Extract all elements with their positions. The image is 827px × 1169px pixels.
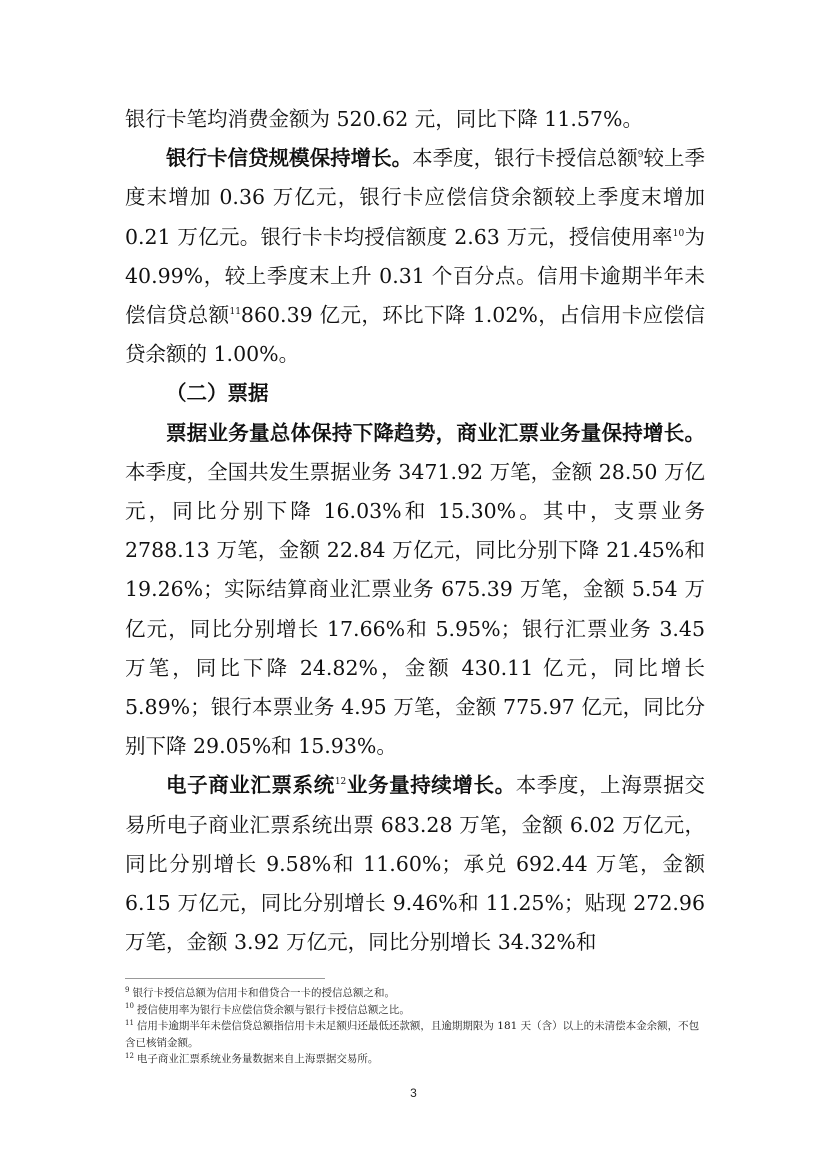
paragraph-card-spending [125,100,705,139]
section-heading-bills: （二）票据 [166,381,269,406]
paragraph-electronic-bills [125,766,705,962]
footnote-item [125,1018,705,1051]
footnote-item [125,1002,705,1019]
footnote-ref-9[interactable]: 9 [637,150,644,161]
paragraph-text: 较上季度末增加 0.36 万亿元，银行卡应偿信贷余额较上季度末增加 0.21 万亿元。银行卡卡均授信额度 2.63 万元，授信使用率 [125,146,706,249]
footnote-ref-12[interactable]: 12 [334,777,347,788]
paragraph-lead: 业务量持续增长。 [346,773,516,798]
paragraph-text: 860.39 亿元，环比下降 1.02%，占信用卡应偿信贷余额的 1.00%。 [125,303,705,367]
footnote-mark: 12 [125,1051,134,1060]
footnote-mark: 10 [125,1002,134,1010]
paragraph-text: 本季度，上海票据交易所电子商业汇票系统出票 683.28 万笔，金额 6.02 万亿元，同比分别增长 9.58%和 11.60%；承兑 692.44 万笔，金额 6.15 万亿元，同比分别增长 9.46%和 11.25%；贴现 272.96 万笔，金额 3.92 万亿元，同比分别增长 34.32%和 [125,773,706,955]
paragraph-bills [125,414,705,767]
paragraph-lead: 电子商业汇票系统 [166,773,335,798]
footnote-text: 信用卡逾期半年未偿信贷总额指信用卡未足额归还最低还款额，且逾期期限为 181 天（含）以上的未清偿本金余额，不包含已核销金额。 [125,1020,700,1049]
footnote-mark: 11 [125,1018,134,1027]
paragraph-lead: 银行卡信贷规模保持增长。 [166,146,413,171]
footnote-text: 授信使用率为银行卡应偿信贷余额与银行卡授信总额之比。 [136,1003,410,1016]
paragraph-text: 本季度，银行卡授信总额 [412,146,638,171]
paragraph-text: 银行卡笔均消费金额为 520.62 元，同比下降 11.57%。 [125,107,643,131]
paragraph-text: 为 40.99%，较上季度末上升 0.31 个百分点。信用卡逾期半年未偿信贷总额 [125,224,706,328]
footnote-text: 银行卡授信总额为信用卡和借贷合一卡的授信总额之和。 [132,987,395,999]
footnote-item [125,1051,705,1068]
paragraph-text: 本季度，全国共发生票据业务 3471.92 万笔，金额 28.50 万亿元，同比分别下降 16.03%和 15.30%。其中，支票业务 2788.13 万笔，金额 22.84 万亿元，同比分别下降 21.45%和 19.26%；实际结算商业汇票业务 675.39 万笔，金额 5.54 万亿元，同比分别增长 17.66%和 5.95%；银行汇票业务 3.45 万笔，同比下降 24.82%，金额 430.11 亿元，同比增长 5.89%；银行本票业务 4.95 万笔，金额 775.97 亿元，同比分别下降 29.05%和 15.93%。 [125,459,705,759]
footnote-text: 电子商业汇票系统业务量数据来自上海票据交易所。 [136,1053,379,1065]
footnote-ref-10[interactable]: 10 [672,228,685,239]
footnote-divider [125,978,325,979]
page-number: 3 [410,1086,417,1100]
paragraph-lead: 票据业务量总体保持下降趋势，商业汇票业务量保持增长。 [166,420,705,445]
body-text [125,100,705,962]
footnote-mark: 9 [125,985,130,994]
footnote-item [125,985,705,1002]
footnote-ref-11[interactable]: 11 [229,307,241,318]
paragraph-card-credit [125,139,705,374]
footnotes [125,985,705,1068]
